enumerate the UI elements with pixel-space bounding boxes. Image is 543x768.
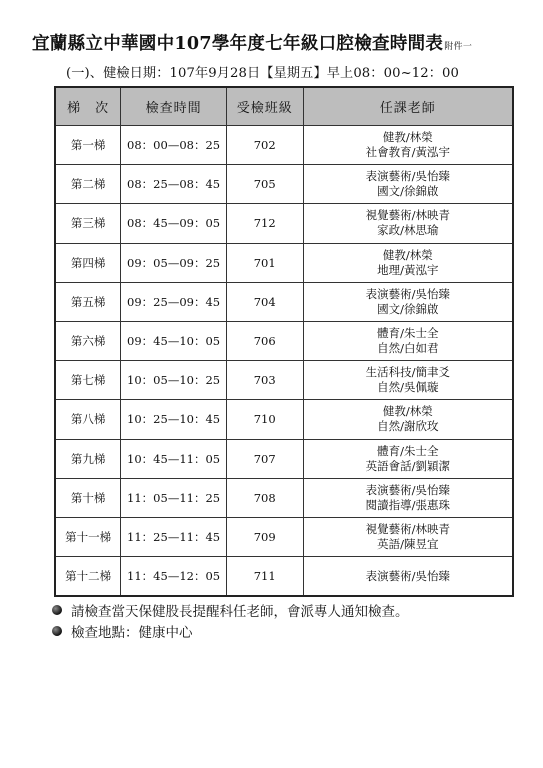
batch-cell: 第七梯 — [55, 361, 121, 400]
batch-cell: 第一梯 — [55, 126, 121, 165]
teachers-cell — [303, 557, 513, 597]
teacher-entry: 自然/白如君 — [377, 341, 439, 356]
teachers-cell — [303, 165, 513, 204]
table-row — [55, 204, 513, 243]
batch-cell: 第六梯 — [55, 321, 121, 360]
batch-cell: 第八梯 — [55, 400, 121, 439]
teacher-entry: 表演藝術/吳怡臻 — [365, 169, 450, 184]
time-cell: 09：25—09：45 — [121, 282, 227, 321]
table-row — [55, 557, 513, 597]
batch-cell: 第九梯 — [55, 439, 121, 478]
page-title — [32, 30, 542, 55]
teachers-cell — [303, 243, 513, 282]
teacher-entry: 閱讀指導/張惠珠 — [365, 497, 450, 512]
teacher-entry: 生活科技/簡聿爻 — [365, 365, 450, 380]
class-cell: 706 — [226, 321, 303, 360]
teacher-entry: 自然/謝欣玫 — [377, 419, 439, 434]
teacher-entry: 視覺藝術/林映青 — [365, 208, 450, 223]
teacher-entry: 國文/徐錦啟 — [377, 184, 439, 199]
batch-cell: 第十梯 — [55, 478, 121, 517]
bullet-icon — [52, 626, 62, 636]
time-cell: 08：25—08：45 — [121, 165, 227, 204]
table-row — [55, 400, 513, 439]
teachers-cell — [303, 517, 513, 556]
teacher-entry: 健教/林榮 — [382, 130, 433, 145]
schedule-body — [55, 126, 513, 597]
class-cell: 704 — [226, 282, 303, 321]
class-cell: 709 — [226, 517, 303, 556]
teachers-cell — [303, 282, 513, 321]
class-cell: 702 — [226, 126, 303, 165]
notes-list — [52, 599, 409, 641]
table-row — [55, 243, 513, 282]
header-teachers: 任課老師 — [303, 87, 513, 126]
table-header-row — [55, 87, 513, 126]
teachers-cell — [303, 439, 513, 478]
header-batch: 梯 次 — [55, 87, 121, 126]
teachers-cell — [303, 204, 513, 243]
class-cell: 712 — [226, 204, 303, 243]
table-row — [55, 126, 513, 165]
teacher-entry: 視覺藝術/林映青 — [365, 521, 450, 536]
time-cell: 10：25—10：45 — [121, 400, 227, 439]
class-cell: 705 — [226, 165, 303, 204]
table-row — [55, 517, 513, 556]
table-row — [55, 361, 513, 400]
schedule-table — [54, 86, 514, 597]
bullet-icon — [52, 605, 62, 615]
teachers-cell — [303, 400, 513, 439]
time-cell: 11：45—12：05 — [121, 557, 227, 597]
note-text: 檢查地點：健康中心 — [71, 624, 193, 641]
teacher-entry: 表演藝術/吳怡臻 — [365, 286, 450, 301]
teacher-entry: 國文/徐錦啟 — [377, 301, 439, 316]
teacher-entry: 英語/陳昱宜 — [377, 536, 439, 551]
teachers-cell — [303, 126, 513, 165]
note-text: 請檢查當天保健股長提醒科任老師，會派專人通知檢查。 — [71, 603, 409, 620]
batch-cell: 第四梯 — [55, 243, 121, 282]
teacher-entry: 表演藝術/吳怡臻 — [365, 482, 450, 497]
teachers-cell — [303, 361, 513, 400]
exam-date-line: (一)、健檢日期：107年9月28日【星期五】早上08：00~12：00 — [66, 66, 459, 81]
class-cell: 701 — [226, 243, 303, 282]
teacher-entry: 健教/林榮 — [382, 247, 433, 262]
teacher-entry: 地理/黃泓宇 — [377, 262, 439, 277]
class-cell: 710 — [226, 400, 303, 439]
table-row — [55, 282, 513, 321]
teacher-entry: 表演藝術/吳怡臻 — [365, 568, 450, 583]
teacher-entry: 體育/朱士全 — [377, 326, 439, 341]
table-row — [55, 165, 513, 204]
time-cell: 11：25—11：45 — [121, 517, 227, 556]
annex-label: 附件一 — [444, 42, 473, 52]
teacher-entry: 自然/吳佩璇 — [377, 380, 439, 395]
note-item — [52, 599, 409, 620]
class-cell: 703 — [226, 361, 303, 400]
batch-cell: 第十二梯 — [55, 557, 121, 597]
teacher-entry: 健教/林榮 — [382, 404, 433, 419]
batch-cell: 第五梯 — [55, 282, 121, 321]
header-time: 檢查時間 — [121, 87, 227, 126]
time-cell: 08：00—08：25 — [121, 126, 227, 165]
batch-cell: 第二梯 — [55, 165, 121, 204]
batch-cell: 第十一梯 — [55, 517, 121, 556]
time-cell: 10：05—10：25 — [121, 361, 227, 400]
header-class: 受檢班級 — [226, 87, 303, 126]
teacher-entry: 家政/林思瑜 — [377, 223, 439, 238]
note-item — [52, 620, 409, 641]
time-cell: 10：45—11：05 — [121, 439, 227, 478]
class-cell: 708 — [226, 478, 303, 517]
teachers-cell — [303, 478, 513, 517]
title-text: 宜蘭縣立中華國中107學年度七年級口腔檢查時間表 — [32, 34, 444, 54]
batch-cell: 第三梯 — [55, 204, 121, 243]
time-cell: 11：05—11：25 — [121, 478, 227, 517]
time-cell: 08：45—09：05 — [121, 204, 227, 243]
class-cell: 711 — [226, 557, 303, 597]
table-row — [55, 478, 513, 517]
teachers-cell — [303, 321, 513, 360]
time-cell: 09：05—09：25 — [121, 243, 227, 282]
table-row — [55, 439, 513, 478]
class-cell: 707 — [226, 439, 303, 478]
time-cell: 09：45—10：05 — [121, 321, 227, 360]
teacher-entry: 社會教育/黃泓宇 — [365, 145, 450, 160]
teacher-entry: 體育/朱士全 — [377, 443, 439, 458]
teacher-entry: 英語會話/劉穎潔 — [365, 458, 450, 473]
table-row — [55, 321, 513, 360]
